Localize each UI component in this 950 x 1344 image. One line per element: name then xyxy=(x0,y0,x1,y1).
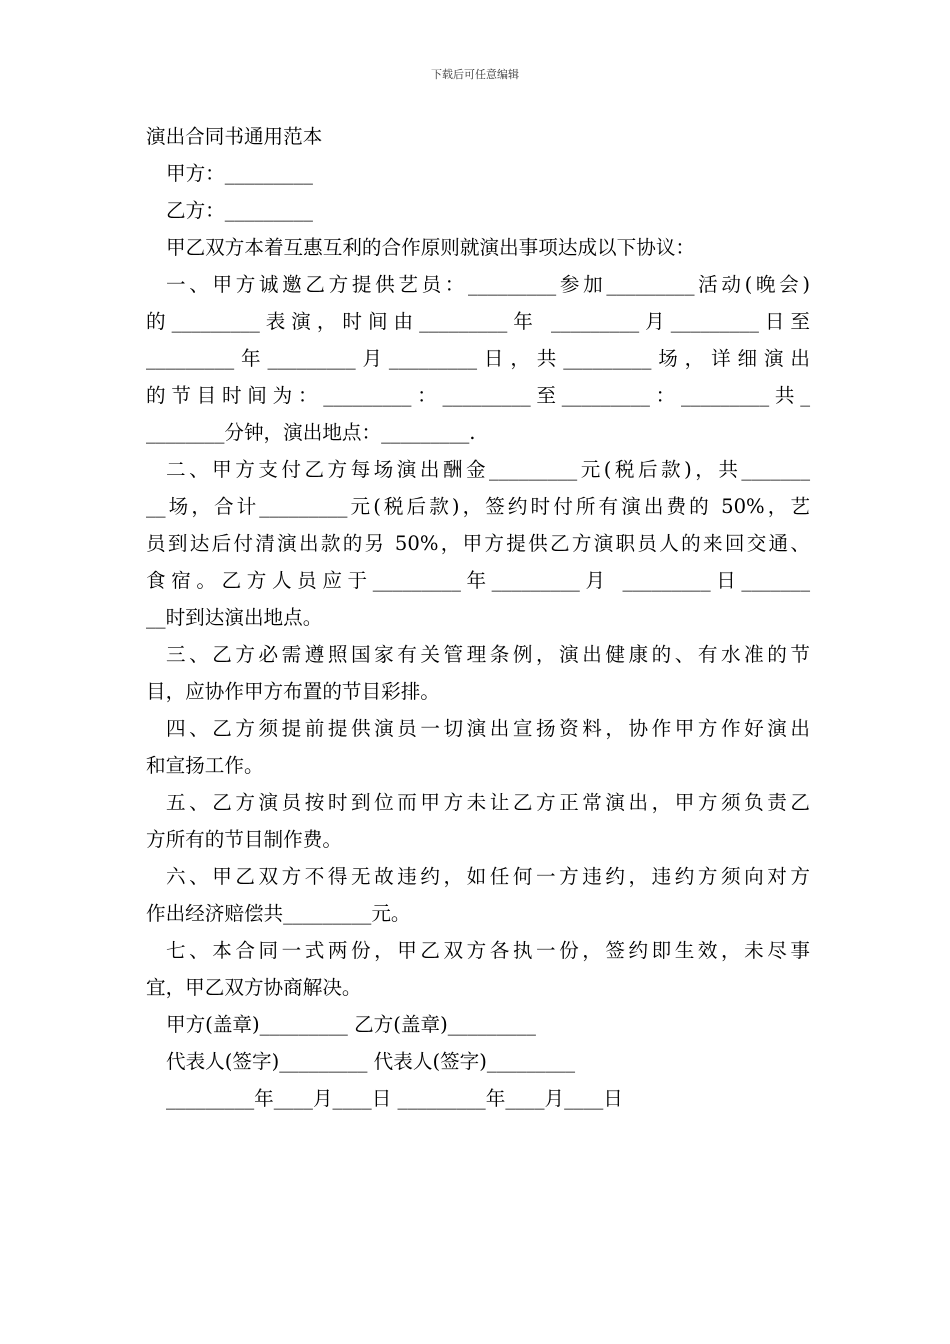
clause-4-line-2: 和宣扬工作。 xyxy=(146,754,264,777)
clause-7-line-2: 宜，甲乙双方协商解决。 xyxy=(146,976,362,999)
document-body xyxy=(146,118,810,1117)
document-title: 演出合同书通用范本 xyxy=(146,125,323,148)
clause-2-line-5: __时到达演出地点。 xyxy=(146,606,323,629)
clause-2-line-4: 食宿。乙方人员应于_________年_________月 _________日_______ xyxy=(146,569,810,592)
clause-2-line-1: 二、甲方支付乙方每场演出酬金_________元(税后款)，共_______ xyxy=(166,458,810,481)
party-b-line: 乙方：_________ xyxy=(166,199,313,222)
date-line: _________年____月____日 _________年____月____日 xyxy=(166,1087,623,1110)
clause-2-line-3: 员到达后付清演出款的另 50%，甲方提供乙方演职员人的来回交通、 xyxy=(146,532,810,555)
party-a-line: 甲方：_________ xyxy=(166,162,313,185)
clause-6-line-2: 作出经济赔偿共_________元。 xyxy=(146,902,411,925)
clause-5-line-1: 五、乙方演员按时到位而甲方未让乙方正常演出，甲方须负责乙 xyxy=(166,791,810,814)
seal-line: 甲方(盖章)_________ 乙方(盖章)_________ xyxy=(166,1013,536,1036)
agreement-intro: 甲乙双方本着互惠互利的合作原则就演出事项达成以下协议： xyxy=(166,236,696,259)
clause-7-line-1: 七、本合同一式两份，甲乙双方各执一份，签约即生效，未尽事 xyxy=(166,939,810,962)
signature-line: 代表人(签字)_________ 代表人(签字)_________ xyxy=(166,1050,576,1073)
clause-1-line-2: 的_________表演，时间由_________年 _________月_________日至 xyxy=(146,310,810,333)
clause-2-line-2: __场，合计_________元(税后款)，签约时付所有演出费的 50%，艺 xyxy=(146,495,810,518)
clause-1-line-4: 的节目时间为：_________：_________至_________：_________共_ xyxy=(146,384,810,407)
clause-3-line-2: 目，应协作甲方布置的节目彩排。 xyxy=(146,680,440,703)
clause-5-line-2: 方所有的节目制作费。 xyxy=(146,828,342,851)
clause-6-line-1: 六、甲乙双方不得无故违约，如任何一方违约，违约方须向对方 xyxy=(166,865,810,888)
clause-1-line-5: ________分钟，演出地点：_________. xyxy=(146,421,476,444)
clause-3-line-1: 三、乙方必需遵照国家有关管理条例，演出健康的、有水准的节 xyxy=(166,643,810,666)
clause-1-line-1: 一、甲方诚邀乙方提供艺员：_________参加_________活动(晚会) xyxy=(166,273,810,296)
clause-1-line-3: _________年_________月_________日，共_________场，详细演出 xyxy=(146,347,810,370)
header-note: 下载后可任意编辑 xyxy=(431,68,519,81)
clause-4-line-1: 四、乙方须提前提供演员一切演出宣扬资料，协作甲方作好演出 xyxy=(166,717,810,740)
